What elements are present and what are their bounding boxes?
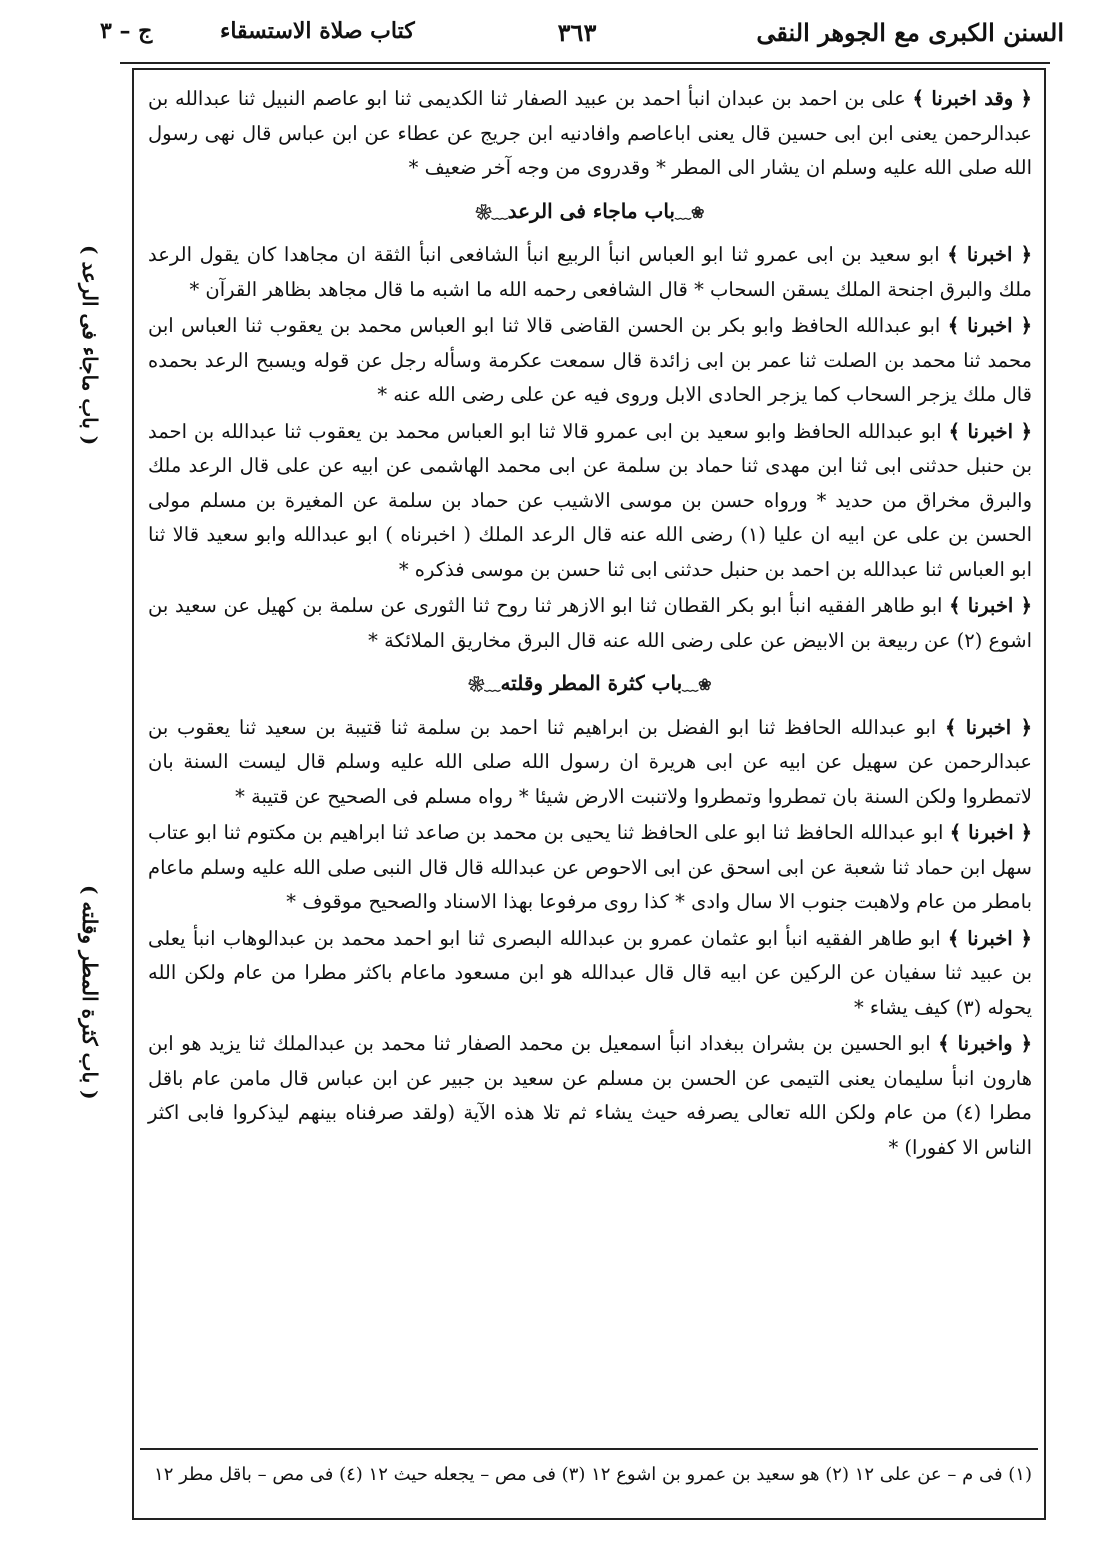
ornament-icon: ﹏❀	[468, 675, 501, 694]
page-header	[90, 18, 1064, 58]
main-text	[148, 82, 1032, 1167]
section-heading	[148, 194, 1032, 231]
paragraph-text: ابو عبدالله الحافظ وابو بكر بن الحسن القاضى قالا ثنا ابو العباس محمد بن يعقوب ثنا العباس ابن محمد ثنا محمد بن الصلت ثنا عمر بن ابى زائدة قال سمعت عكرمة وسأله رجل عن قوله ويسبح الرعد بحمده قال ملك يزجر السحاب كما يزجر الحادى الابل وروى فيه عن على رضى الله عنه *	[148, 314, 1032, 406]
paragraph-lead: ﴿ اخبرنا ﴾	[948, 419, 1032, 443]
paragraph-lead: ﴿ اخبرنا ﴾	[947, 243, 1032, 266]
margin-note-rain: ( باب كثرة المطر وقلته )	[78, 885, 102, 1100]
paragraph-lead: ﴿ واخبرنا ﴾	[938, 1032, 1032, 1055]
section-heading-text: باب ماجاء فى الرعد	[507, 198, 675, 223]
paragraph	[148, 711, 1032, 815]
paragraph	[148, 922, 1032, 1026]
ornament-icon: ❀﹏	[682, 675, 712, 694]
paragraph	[148, 415, 1032, 588]
paragraph-lead: ﴿ اخبرنا ﴾	[949, 594, 1032, 617]
ornament-icon: ﹏❀	[475, 202, 508, 222]
text-frame	[132, 68, 1046, 1520]
paragraph	[148, 816, 1032, 920]
paragraph-text: ابو طاهر الفقيه انبأ ابو عثمان عمرو بن عبدالله البصرى ثنا ابو احمد محمد بن عبدالوهاب انبأ يعلى بن عبيد ثنا سفيان عن الركين عن ابيه قال قال عبدالله هو ابن مسعود ماعام باكثر مطرا من عام ولكن الله يحوله (٣) كيف يشاء *	[148, 926, 1032, 1019]
paragraph	[148, 82, 1032, 186]
paragraph-text: ابو عبدالله الحافظ ثنا ابو الفضل بن ابراهيم ثنا احمد بن سلمة ثنا قتيبة بن سعيد ثنا يعقوب بن عبدالرحمن عن سهيل عن ابيه عن ابى هريرة ان رسول الله صلى الله عليه وسلم قال ليست السنة بان لاتمطروا ولكن السنة بان تمطروا وتمطروا ولاتنبت الارض شيئا * رواه مسلم فى الصحيح عن قتيبة *	[148, 715, 1032, 808]
footnotes: (١) فى م – عن على ١٢ (٢) هو سعيد بن عمرو بن اشوع ١٢ (٣) فى مص – يجعله حيث ١٢ (٤) فى مص – باقل مطر ١٢	[154, 1464, 1032, 1485]
margin-note-thunder: ( باب ماجاء فى الرعد )	[78, 245, 102, 446]
paragraph-lead: ﴿ اخبرنا ﴾	[947, 314, 1032, 337]
paragraph-text: على بن احمد بن عبدان انبأ احمد بن عبيد الصفار ثنا الكديمى ثنا ابو عاصم النبيل ثنا عبدالله بن عبدالرحمن يعنى ابن ابى حسين قال يعنى اباعاصم وافادنيه ابن جريج عن عطاء عن ابن عباس قال نهى رسول الله صلى الله عليه وسلم ان يشار الى المطر * وقدروى من وجه آخر ضعيف *	[148, 87, 1032, 179]
paragraph	[148, 309, 1032, 413]
section-heading	[148, 666, 1032, 703]
paragraph-text: ابو طاهر الفقيه انبأ ابو بكر القطان ثنا ابو الازهر ثنا روح ثنا الثورى عن سلمة بن كهيل عن سعيد بن اشوع (٢) عن ربيعة بن الابيض عن على رضى الله عنه قال البرق مخاريق الملائكة *	[148, 594, 1032, 652]
paragraph-lead: ﴿ اخبرنا ﴾	[947, 926, 1032, 950]
paragraph-text: ابو الحسين بن بشران ببغداد انبأ اسمعيل بن محمد الصفار ثنا محمد بن عبدالملك ثنا يزيد هو ابن هارون انبأ سليمان يعنى التيمى عن الحسن بن مسلم عن سعيد بن جبير عن ابن عباس قال مامن عام باقل مطرا (٤) من عام ولكن الله تعالى يصرفه حيث يشاء ثم تلا هذه الآية (ولقد صرفناه بينهم ليذكروا فابى اكثر الناس الا كفورا) *	[148, 1032, 1032, 1159]
paragraph-lead: ﴿ اخبرنا ﴾	[949, 821, 1032, 844]
paragraph	[148, 589, 1032, 658]
footnote-rule	[140, 1448, 1038, 1450]
chapter-title: كتاب صلاة الاستسقاء	[220, 18, 415, 44]
header-rule	[120, 62, 1050, 64]
book-title: السنن الكبرى مع الجوهر النقى	[756, 18, 1064, 47]
paragraph-lead: ﴿ وقد اخبرنا ﴾	[912, 87, 1032, 110]
section-heading-text: باب كثرة المطر وقلته	[500, 671, 683, 695]
volume-label: ج – ٣	[100, 18, 153, 44]
paragraph-lead: ﴿ اخبرنا ﴾	[944, 715, 1032, 739]
paragraph-text: ابو عبدالله الحافظ وابو سعيد بن ابى عمرو قالا ثنا ابو العباس محمد بن يعقوب ثنا عبدالله بن احمد بن حنبل حدثنى ابى ثنا ابن مهدى ثنا حماد بن سلمة عن ابى محمد الهاشمى عن ابيه عن على قال الرعد ملك والبرق مخراق من حديد * ورواه حسن بن موسى الاشيب عن حماد بن سلمة عن المغيرة بن مسلم مولى الحسن بن على عن ابيه ان عليا (١) رضى الله عنه قال الرعد الملك ( اخبرناه ) ابو عبدالله وابو سعيد قالا ثنا ابو العباس ثنا عبدالله بن احمد بن حنبل حدثنى ابى ثنا حسن بن موسى فذكره *	[148, 419, 1032, 581]
paragraph-text: ابو سعيد بن ابى عمرو ثنا ابو العباس انبأ الربيع انبأ الشافعى انبأ الثقة ان مجاهدا كان يقول الرعد ملك والبرق اجنحة الملك يسقن السحاب * قال الشافعى رحمه الله ما اشبه ما قال مجاهد بظاهر القرآن *	[148, 243, 1032, 301]
paragraph	[148, 238, 1032, 307]
ornament-icon: ❀﹏	[675, 202, 705, 222]
paragraph	[148, 1027, 1032, 1165]
page-number: ٣٦٣	[557, 18, 597, 47]
paragraph-text: ابو عبدالله الحافظ ثنا ابو على الحافظ ثنا يحيى بن محمد بن صاعد ثنا ابراهيم بن مكتوم ثنا ابو عتاب سهل ابن حماد ثنا شعبة عن ابى اسحق عن ابى الاحوص عن عبدالله قال قال النبى صلى الله عليه وسلم ماعام بامطر من عام ولاهبت جنوب الا سال وادى * كذا روى مرفوعا بهذا الاسناد والصحيح موقوف *	[148, 821, 1032, 913]
